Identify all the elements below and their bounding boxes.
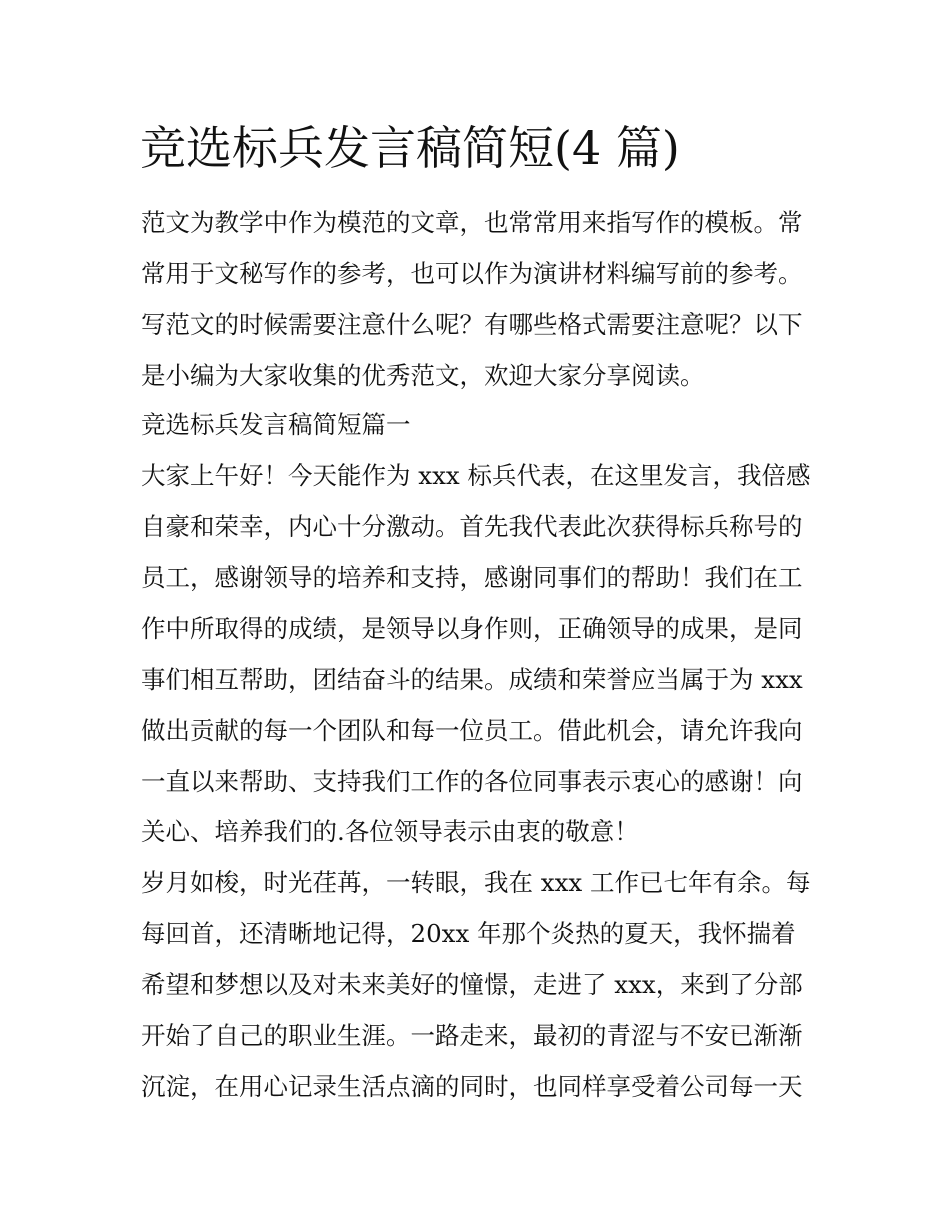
paragraph-line: 员工，感谢领导的培养和支持，感谢同事们的帮助！我们在工 xyxy=(141,563,803,592)
paragraph-line: 关心、培养我们的.各位领导表示由衷的敬意！ xyxy=(141,817,639,846)
paragraph-line: 岁月如梭，时光荏苒，一转眼，我在 xxx 工作已七年有余。每 xyxy=(141,868,811,897)
paragraph-line: 常用于文秘写作的参考，也可以作为演讲材料编写前的参考。 xyxy=(141,259,803,288)
paragraph-line: 大家上午好！今天能作为 xxx 标兵代表，在这里发言，我倍感 xyxy=(141,461,811,490)
paragraph-line: 沉淀，在用心记录生活点滴的同时，也同样享受着公司每一天 xyxy=(141,1072,803,1101)
paragraph-line: 每回首，还清晰地记得，20xx 年那个炎热的夏天，我怀揣着 xyxy=(141,919,796,948)
section-heading: 竞选标兵发言稿简短篇一 xyxy=(141,410,411,439)
paragraph-line: 范文为教学中作为模范的文章，也常常用来指写作的模板。常 xyxy=(141,208,803,237)
paragraph-line: 希望和梦想以及对未来美好的憧憬，走进了 xxx，来到了分部 xyxy=(141,970,803,999)
paragraph-line: 写范文的时候需要注意什么呢？有哪些格式需要注意呢？以下 xyxy=(141,310,803,339)
paragraph-line: 开始了自己的职业生涯。一路走来，最初的青涩与不安已渐渐 xyxy=(141,1021,803,1050)
paragraph-line: 事们相互帮助，团结奋斗的结果。成绩和荣誉应当属于为 xxx xyxy=(141,665,803,694)
page-title: 竞选标兵发言稿简短(4 篇) xyxy=(140,121,680,175)
paragraph-line: 是小编为大家收集的优秀范文，欢迎大家分享阅读。 xyxy=(141,361,705,390)
paragraph-line: 一直以来帮助、支持我们工作的各位同事表示衷心的感谢！向 xyxy=(141,767,803,796)
paragraph-line: 做出贡献的每一个团队和每一位员工。借此机会，请允许我向 xyxy=(141,716,803,745)
paragraph-line: 自豪和荣幸，内心十分激动。首先我代表此次获得标兵称号的 xyxy=(141,512,803,541)
paragraph-line: 作中所取得的成绩，是领导以身作则，正确领导的成果，是同 xyxy=(141,614,803,643)
